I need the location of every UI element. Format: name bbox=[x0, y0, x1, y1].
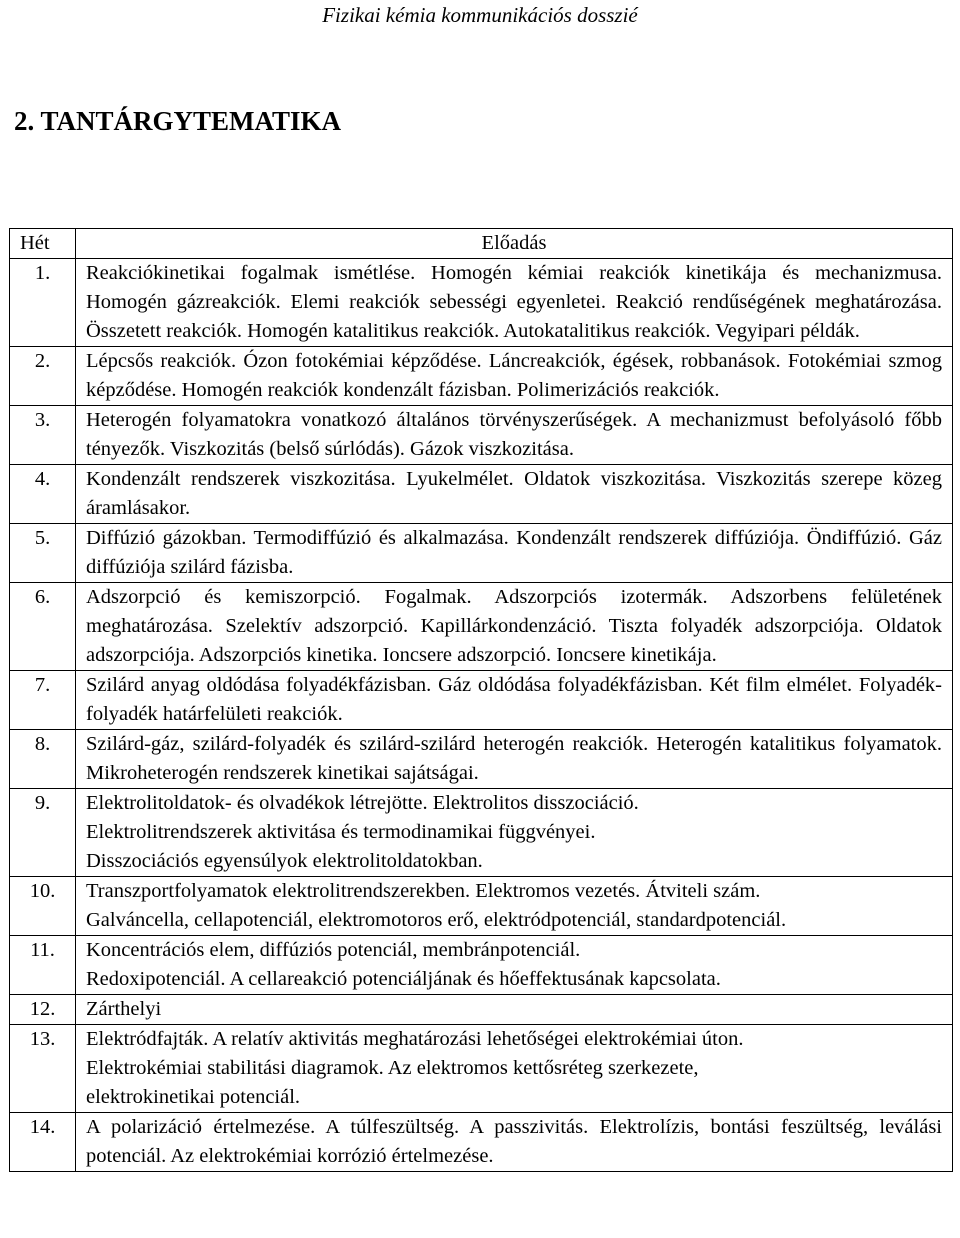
lecture-topic-line: Elektrokémiai stabilitási diagramok. Az elektromos kettősréteg szerkezete, bbox=[86, 1057, 699, 1079]
table-row bbox=[10, 583, 953, 671]
week-number: 2. bbox=[10, 347, 76, 406]
lecture-topic-line: elektrokinetikai potenciál. bbox=[86, 1086, 301, 1108]
lecture-topic-line: Elektrolitoldatok- és olvadékok létrejötte. Elektrolitos disszociáció. bbox=[86, 792, 639, 814]
table-row bbox=[10, 347, 953, 406]
lecture-topic-line: Elektrolitrendszerek aktivitása és termodinamikai függvényei. bbox=[86, 821, 596, 843]
table-row bbox=[10, 259, 953, 347]
table-row bbox=[10, 671, 953, 730]
lecture-column-header: Előadás bbox=[76, 229, 953, 259]
week-number: 10. bbox=[10, 877, 76, 936]
lecture-topics bbox=[76, 347, 953, 406]
lecture-topics bbox=[76, 936, 953, 995]
table-row bbox=[10, 406, 953, 465]
lecture-topic-line: A polarizáció értelmezése. A túlfeszültség. A passzivitás. Elektrolízis, bontási feszültség, leválási potenciál. Az elektrokémiai korrózió értelmezése. bbox=[86, 1116, 942, 1167]
week-number: 6. bbox=[10, 583, 76, 671]
week-number: 8. bbox=[10, 730, 76, 789]
table-row bbox=[10, 877, 953, 936]
lecture-topic-line: Redoxipotenciál. A cellareakció potenciáljának és hőeffektusának kapcsolata. bbox=[86, 968, 721, 990]
week-number: 5. bbox=[10, 524, 76, 583]
section-heading: 2. TANTÁRGYTEMATIKA bbox=[14, 106, 342, 136]
lecture-topics bbox=[76, 1113, 953, 1172]
lecture-topic-line: Zárthelyi bbox=[86, 998, 162, 1020]
table-row bbox=[10, 730, 953, 789]
lecture-topics bbox=[76, 1025, 953, 1113]
week-number: 1. bbox=[10, 259, 76, 347]
syllabus-table bbox=[9, 228, 953, 1172]
lecture-topics bbox=[76, 259, 953, 347]
lecture-topics bbox=[76, 789, 953, 877]
lecture-topics bbox=[76, 406, 953, 465]
week-number: 13. bbox=[10, 1025, 76, 1113]
lecture-topic-line: Szilárd anyag oldódása folyadékfázisban. Gáz oldódása folyadékfázisban. Két film elmélet. Folyadék-folyadék határfelületi reakciók. bbox=[86, 674, 942, 725]
lecture-topics bbox=[76, 524, 953, 583]
table-row bbox=[10, 524, 953, 583]
lecture-topics bbox=[76, 583, 953, 671]
table-row bbox=[10, 789, 953, 877]
lecture-topic-line: Lépcsős reakciók. Ózon fotokémiai képződése. Láncreakciók, égések, robbanások. Fotokémiai szmog képződése. Homogén reakciók kondenzált fázisban. Polimerizációs reakciók. bbox=[86, 350, 942, 401]
table-row bbox=[10, 1025, 953, 1113]
lecture-topic-line: Koncentrációs elem, diffúziós potenciál, membránpotenciál. bbox=[86, 939, 581, 961]
lecture-topics bbox=[76, 995, 953, 1025]
lecture-topics bbox=[76, 465, 953, 524]
table-row bbox=[10, 465, 953, 524]
week-number: 12. bbox=[10, 995, 76, 1025]
lecture-topics bbox=[76, 730, 953, 789]
week-number: 4. bbox=[10, 465, 76, 524]
lecture-topic-line: Disszociációs egyensúlyok elektrolitoldatokban. bbox=[86, 850, 483, 872]
lecture-topic-line: Reakciókinetikai fogalmak ismétlése. Homogén kémiai reakciók kinetikája és mechanizmusa. Homogén gázreakciók. Elemi reakciók sebességi egyenletei. Reakció rendűségének meghatározása. Összetett reakciók. Homogén katalitikus reakciók. Autokatalitikus reakciók. Vegyipari példák. bbox=[86, 262, 942, 342]
table-row bbox=[10, 936, 953, 995]
table-header-row bbox=[10, 229, 953, 259]
lecture-topic-line: Heterogén folyamatokra vonatkozó általános törvényszerűségek. A mechanizmust befolyásoló főbb tényezők. Viszkozitás (belső súrlódás). Gázok viszkozitása. bbox=[86, 409, 942, 460]
page-header: Fizikai kémia kommunikációs dosszié bbox=[322, 3, 638, 27]
lecture-topic-line: Elektródfajták. A relatív aktivitás meghatározási lehetőségei elektrokémiai úton. bbox=[86, 1028, 744, 1050]
week-number: 3. bbox=[10, 406, 76, 465]
week-number: 11. bbox=[10, 936, 76, 995]
lecture-topic-line: Adszorpció és kemiszorpció. Fogalmak. Adszorpciós izotermák. Adszorbens felületének meghatározása. Szelektív adszorpció. Kapillárkondenzáció. Tiszta folyadék adszorpciója. Oldatok adszorpciója. Adszorpciós kinetika. Ioncsere adszorpció. Ioncsere kinetikája. bbox=[86, 586, 942, 666]
week-number: 14. bbox=[10, 1113, 76, 1172]
lecture-topic-line: Szilárd-gáz, szilárd-folyadék és szilárd-szilárd heterogén reakciók. Heterogén katalitikus folyamatok. Mikroheterogén rendszerek kinetikai sajátságai. bbox=[86, 733, 942, 784]
lecture-topic-line: Diffúzió gázokban. Termodiffúzió és alkalmazása. Kondenzált rendszerek diffúziója. Öndiffúzió. Gáz diffúziója szilárd fázisba. bbox=[86, 527, 942, 578]
week-column-header: Hét bbox=[10, 229, 76, 259]
lecture-topics bbox=[76, 877, 953, 936]
lecture-topics bbox=[76, 671, 953, 730]
week-number: 9. bbox=[10, 789, 76, 877]
table-row bbox=[10, 995, 953, 1025]
week-number: 7. bbox=[10, 671, 76, 730]
table-row bbox=[10, 1113, 953, 1172]
lecture-topic-line: Galváncella, cellapotenciál, elektromotoros erő, elektródpotenciál, standardpotenciál. bbox=[86, 909, 787, 931]
lecture-topic-line: Kondenzált rendszerek viszkozitása. Lyukelmélet. Oldatok viszkozitása. Viszkozitás szerepe közeg áramlásakor. bbox=[86, 468, 942, 519]
lecture-topic-line: Transzportfolyamatok elektrolitrendszerekben. Elektromos vezetés. Átviteli szám. bbox=[86, 880, 761, 902]
